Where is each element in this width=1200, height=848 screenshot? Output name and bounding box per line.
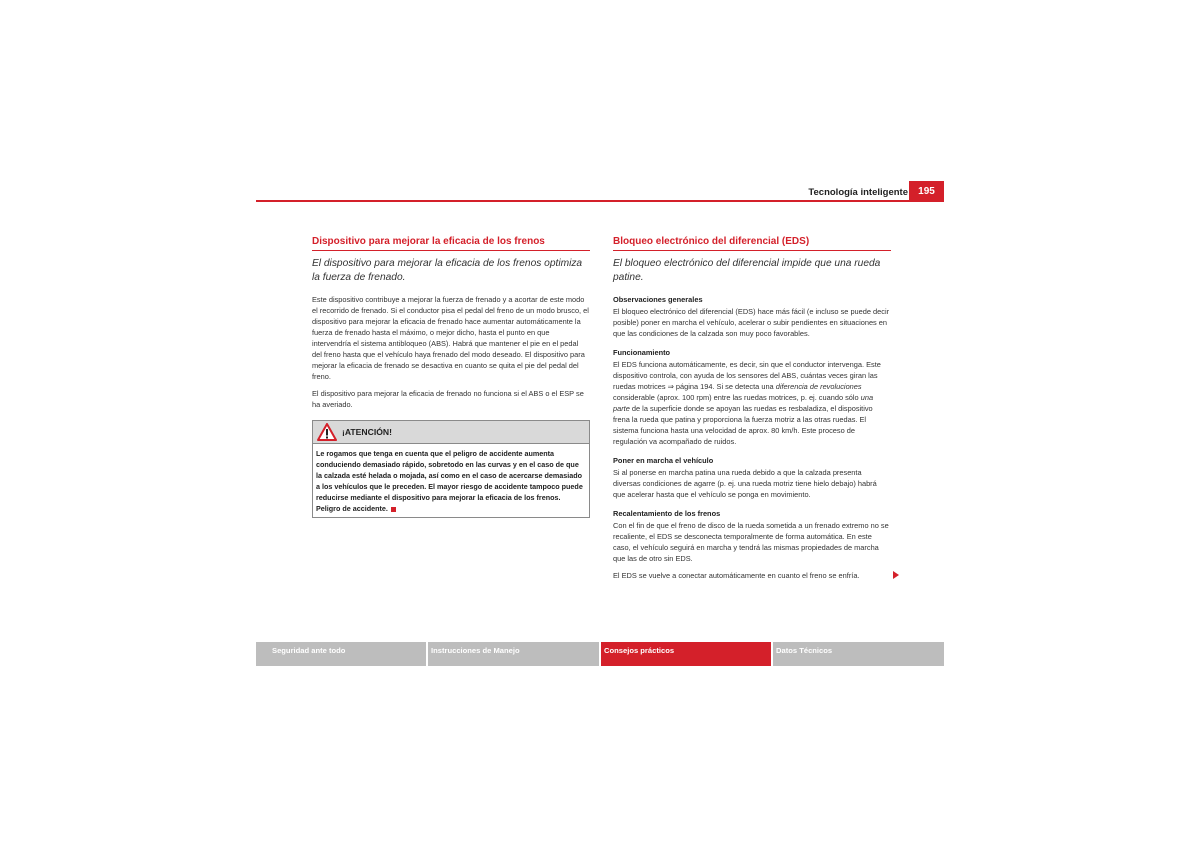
warning-header: [313, 421, 589, 444]
warning-title: ¡ATENCIÓN!: [342, 426, 392, 437]
warning-text-container: [313, 444, 589, 517]
text-run: El EDS funciona automáticamente, es decir, sin que el conductor intervenga. Este dispositivo controla, con ayuda de los sensores del ABS, cuántas veces giran las ruedas motrices ⇒ página 194. Si se detecta una: [613, 360, 881, 391]
warning-triangle-icon: [317, 423, 337, 441]
end-of-section-icon: [391, 507, 396, 512]
body-paragraph: Si al ponerse en marcha patina una rueda debido a que la calzada presenta diversas condiciones de agarre (p. ej. una rueda motriz tiene hielo debajo) habrá que acelerar hasta que el vehículo se ponga en movimiento.: [613, 468, 877, 499]
body-paragraph: Con el fin de que el freno de disco de la rueda sometida a un frenado extremo no se recaliente, el EDS se desconecta temporalmente de forma automática. En este caso, el vehículo seguirá en marcha y tendrá las mismas propiedades de marcha que las de otro sin EDS.: [613, 521, 889, 563]
left-column: [312, 236, 590, 518]
right-column: [613, 236, 891, 587]
footer-tab-seguridad[interactable]: Seguridad ante todo: [256, 642, 426, 666]
footer-tab-consejos[interactable]: Consejos prácticos: [601, 642, 771, 666]
footer-tab-datos[interactable]: Datos Técnicos: [773, 642, 944, 666]
emphasis-text: diferencia de revoluciones: [775, 382, 862, 391]
subheading: Recalentamiento de los frenos: [613, 509, 721, 518]
closing-text: El EDS se vuelve a conectar automáticamente en cuanto el freno se enfría.: [613, 571, 860, 580]
page-number: 195: [909, 181, 944, 202]
subheading: Observaciones generales: [613, 295, 703, 304]
warning-text: Le rogamos que tenga en cuenta que el peligro de accidente aumenta conduciendo demasiado rápido, sobretodo en las curvas y en el caso de que la calzada esté helada o mojada, así como en el caso de acercarse demasiado a los vehículos que le preceden. El mayor riesgo de accidente tampoco puede reducirse mediante el dispositivo para mejorar la eficacia de los frenos. Peligro de accidente.: [316, 449, 583, 513]
subheading: Funcionamiento: [613, 348, 671, 357]
footer-tab-instrucciones[interactable]: Instrucciones de Manejo: [428, 642, 599, 666]
body-paragraph: [613, 359, 891, 447]
subheading: Poner en marcha el vehículo: [613, 456, 714, 465]
section-title-eds: Bloqueo electrónico del diferencial (EDS): [613, 236, 891, 251]
body-paragraph: El bloqueo electrónico del diferencial (EDS) hace más fácil (e incluso se puede decir posible) poner en marcha el vehículo, acelerar o subir pendientes en situaciones en que las condiciones de la calzada son muy poco favorables.: [613, 307, 890, 338]
emphasis-text: una parte: [613, 393, 874, 413]
continue-arrow-icon: [893, 571, 899, 579]
text-run: considerable (aprox. 100 rpm) entre las ruedas motrices, p. ej. cuando sólo: [613, 393, 861, 402]
section-title-brake-assist: Dispositivo para mejorar la eficacia de los frenos: [312, 236, 590, 251]
body-paragraph: El dispositivo para mejorar la eficacia de frenado no funciona si el ABS o el ESP se ha averiado.: [312, 389, 584, 409]
text-run: de la superficie donde se apoyan las ruedas es resbaladiza, el dispositivo frena la rueda que patina y proporciona la fuerza motriz a las otras ruedas. El sistema funciona hasta una velocidad de aprox. 80 km/h. Este proceso de regulación va acompañado de ruidos.: [613, 404, 873, 446]
lead-text: El bloqueo electrónico del diferencial impide que una rueda patine.: [613, 258, 881, 283]
header-rule: [256, 200, 944, 202]
running-title: Tecnología inteligente: [808, 187, 908, 198]
warning-box: [312, 420, 590, 518]
body-paragraph: Este dispositivo contribuye a mejorar la fuerza de frenado y a acortar de este modo el recorrido de frenado. Si el conductor pisa el pedal del freno de un modo brusco, el dispositivo para mejorar la eficacia de frenado hace aumentar automáticamente la fuerza de frenado hasta el máximo, o mejor dicho, hasta el punto en que intervendría el sistema antibloqueo (ABS). Habrá que mantener el pie en el pedal del freno hasta que el vehículo haya frenado del modo deseado. El dispositivo para mejorar la eficacia de frenado se desactiva en cuanto se quita el pie del pedal del freno.: [312, 295, 589, 381]
footer-nav: [256, 642, 944, 666]
lead-text: El dispositivo para mejorar la eficacia de los frenos optimiza la fuerza de frenado.: [312, 258, 583, 283]
closing-paragraph: [613, 570, 891, 581]
